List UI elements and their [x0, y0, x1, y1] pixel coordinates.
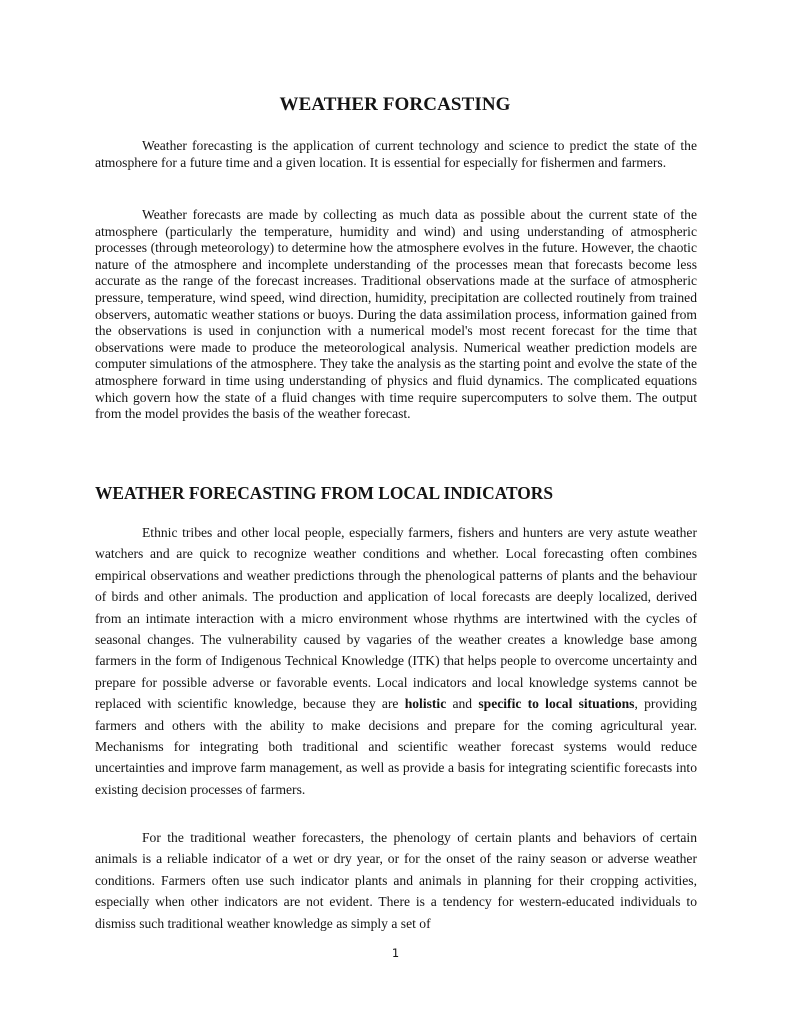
page-number: 1	[391, 946, 400, 960]
local-indicators-paragraph	[95, 522, 697, 800]
paragraph-text: , providing farmers and others with the ability to make decisions and prepare for the coming agricultural year. Mechanisms for integrating both traditional and scientific weather forecast systems would reduce uncertainties and improve farm management, as well as provide a basis for integrating scientific forecasts into existing decision processes of farmers.	[95, 696, 697, 797]
paragraph-text: Ethnic tribes and other local people, especially farmers, fishers and hunters are very astute weather watchers and are quick to recognize weather conditions and whether. Local forecasting often combines empirical observations and weather predictions through the phenological patterns of plants and the behaviour of birds and other animals. The production and application of local forecasts are deeply localized, derived from an intimate interaction with a micro environment whose rhythms are intertwined with the cycles of seasonal changes. The vulnerability caused by vagaries of the weather creates a knowledge base among farmers in the form of Indigenous Technical Knowledge (ITK) that helps people to overcome uncertainty and prepare for possible adverse or favorable events. Local indicators and local knowledge systems cannot be replaced with scientific knowledge, because they are	[95, 525, 697, 712]
bold-term-holistic: holistic	[404, 696, 447, 712]
traditional-forecasters-paragraph: For the traditional weather forecasters, the phenology of certain plants and behaviors of certain animals is a reliable indicator of a wet or dry year, or for the onset of the rainy season or adverse weather conditions. Farmers often use such indicator plants and animals in planning for their cropping activities, especially when other indicators are not evident. There is a tendency for western-educated individuals to dismiss such traditional weather knowledge as simply a set of	[95, 830, 697, 931]
paragraph-text: and	[446, 696, 479, 712]
method-paragraph: Weather forecasts are made by collecting as much data as possible about the current state of the atmosphere (particularly the temperature, humidity and wind) and using understanding of atmospheric processes (through meteorology) to determine how the atmosphere evolves in the future. However, the chaotic nature of the atmosphere and incomplete understanding of the processes mean that forecasts become less accurate as the range of the forecast increases. Traditional observations made at the surface of atmospheric pressure, temperature, wind speed, wind direction, humidity, precipitation are collected routinely from trained observers, automatic weather stations or buoys. During the data assimilation process, information gained from the observations is used in conjunction with a numerical model's most recent forecast for the time that observations were made to produce the meteorological analysis. Numerical weather prediction models are computer simulations of the atmosphere. They take the analysis as the starting point and evolve the state of the atmosphere forward in time using understanding of physics and fluid dynamics. The complicated equations which govern how the state of a fluid changes with time require supercomputers to solve them. The output from the model provides the basis of the weather forecast.	[95, 207, 697, 422]
page-title: WEATHER FORCASTING	[279, 94, 511, 115]
intro-paragraph: Weather forecasting is the application of current technology and science to predict the state of the atmosphere for a future time and a given location. It is essential for especially for fishermen and farmers.	[95, 138, 697, 170]
bold-term-specific: specific to local situations	[478, 696, 635, 712]
section-heading: WEATHER FORECASTING FROM LOCAL INDICATORS	[95, 483, 554, 503]
